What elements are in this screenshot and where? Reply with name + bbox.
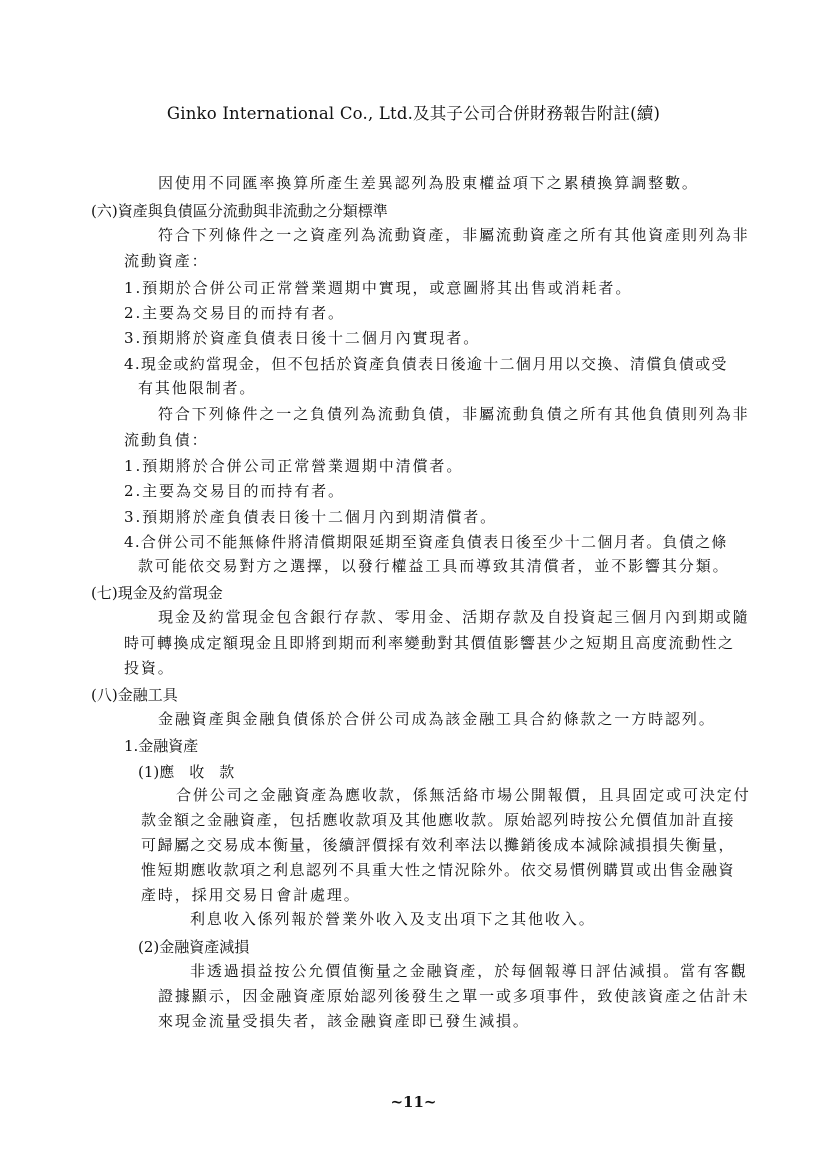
paragraph-line: 可歸屬之交易成本衡量，後續評價採有效利率法以攤銷後成本減除減損損失衡量， [141,836,736,854]
paragraph-line: 投資。 [124,659,175,677]
list-item: 4.現金或約當現金，但不包括於資產負債表日後逾十二個月用以交換、清償負債或受 [124,355,728,373]
list-item: 1.預期於合併公司正常營業週期中實現，或意圖將其出售或消耗者。 [124,279,633,297]
list-item-continuation: 有其他限制者。 [138,379,257,397]
list-item: 1.預期將於合併公司正常營業週期中清償者。 [124,457,464,475]
paragraph-line: 惟短期應收款項之利息認列不具重大性之情況除外。依交易慣例購買或出售金融資 [141,861,736,879]
list-item-continuation: 款可能依交易對方之選擇，以發行權益工具而導致其清償者，並不影響其分類。 [138,557,730,575]
subsection-heading: (2)金融資產減損 [138,938,250,956]
subsection-heading: (1)應 收 款 [138,763,235,781]
page-title: Ginko International Co., Ltd.及其子公司合併財務報告附註(續) [166,104,661,123]
page-number: ~11~ [390,1093,437,1111]
paragraph-line: 符合下列條件之一之負債列為流動負債，非屬流動負債之所有其他負債則列為非 [158,405,750,423]
paragraph-line: 合併公司之金融資產為應收款，係無活絡市場公開報價，且具固定或可決定付 [176,786,751,804]
paragraph-line: 符合下列條件之一之資產列為流動資產，非屬流動資產之所有其他資產則列為非 [158,226,750,244]
paragraph-line: 產時，採用交易日會計處理。 [141,886,361,904]
paragraph-line: 流動資產： [124,252,209,270]
paragraph-line: 因使用不同匯率換算所產生差異認列為股東權益項下之累積換算調整數。 [158,174,699,192]
paragraph-line: 非透過損益按公允價值衡量之金融資產，於每個報導日評估減損。當有客觀 [190,962,748,980]
paragraph-line: 來現金流量受損失者，該金融資產即已發生減損。 [158,1012,530,1030]
paragraph-line: 證據顯示，因金融資產原始認列後發生之單一或多項事件，致使該資產之估計未 [158,987,750,1005]
paragraph-line: 現金及約當現金包含銀行存款、零用金、活期存款及自投資起三個月內到期或隨 [158,608,750,626]
paragraph-line: 流動負債： [124,431,209,449]
list-item: 3.預期將於產負債表日後十二個月內到期清償者。 [124,508,498,526]
section-heading: (六)資產與負債區分流動與非流動之分類標準 [91,202,388,220]
section-heading: (八)金融工具 [91,686,178,704]
paragraph-line: 金融資產與金融負債係於合併公司成為該金融工具合約條款之一方時認列。 [158,710,716,728]
subsection-heading: 1.金融資產 [124,737,199,755]
list-item: 4.合併公司不能無條件將清償期限延期至資產負債表日後至少十二個月者。負債之條 [124,533,728,551]
section-heading: (七)現金及約當現金 [91,584,223,602]
list-item: 3.預期將於資產負債表日後十二個月內實現者。 [124,329,481,347]
paragraph-line: 款金額之金融資產，包括應收款項及其他應收款。原始認列時按公允價值加計直接 [141,811,736,829]
paragraph-line: 利息收入係列報於營業外收入及支出項下之其他收入。 [190,910,596,928]
paragraph-line: 時可轉換成定額現金且即將到期而利率變動對其價值影響甚少之短期且高度流動性之 [124,634,735,652]
list-item: 2.主要為交易目的而持有者。 [124,304,345,322]
list-item: 2.主要為交易目的而持有者。 [124,482,345,500]
